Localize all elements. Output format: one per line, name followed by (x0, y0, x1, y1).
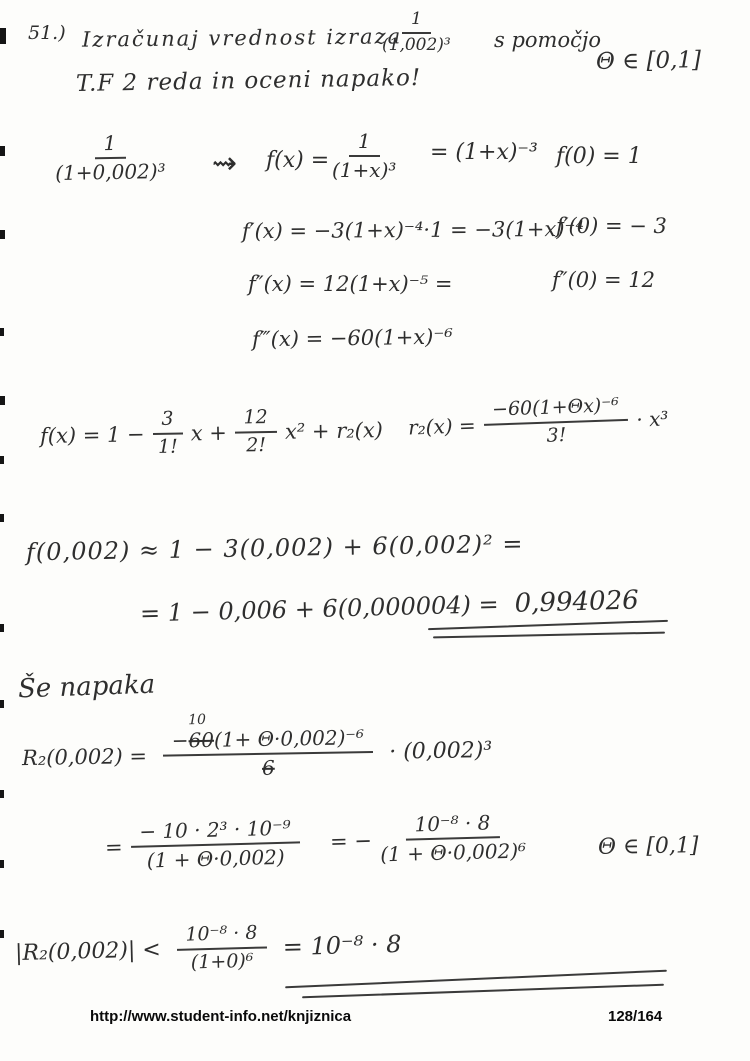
fx-fraction (332, 130, 396, 182)
fraction (483, 395, 630, 450)
statement-fraction (382, 10, 451, 55)
math-text: f′(0) = − 3 (556, 214, 667, 238)
evaluation-line1 (26, 530, 524, 567)
error-remainder-line (21, 711, 493, 784)
third-derivative (252, 325, 453, 352)
problem-statement-line2 (76, 65, 422, 97)
fraction (152, 409, 183, 459)
fraction-numerator: 1 (349, 130, 380, 157)
theta-note-text: Θ ∈ [0,1] (595, 47, 702, 75)
math-text: f′(x) = −3(1+x)⁻⁴·1 = −3(1+x)⁻⁴ (241, 216, 585, 244)
math-text: |R₂(0,002)| < (14, 937, 162, 967)
error-step2-line (104, 811, 526, 874)
fraction-numerator: − 10 · 2³ · 10⁻⁹ (130, 816, 300, 847)
bound-underline (302, 984, 664, 999)
fraction (163, 711, 374, 782)
footer-page-text: 128/164 (608, 1008, 663, 1025)
math-text: − (171, 728, 189, 753)
arrow-glyph: ⇝ (212, 146, 238, 181)
math-text: f(0) = 1 (556, 144, 642, 169)
theta-range-note (596, 47, 701, 75)
correction-value: 10 (188, 711, 207, 729)
heading-text: Še napaka (17, 669, 156, 705)
statement-text: T.F 2 reda in oceni napako! (75, 64, 422, 98)
fraction-numerator: 1 (94, 132, 125, 160)
taylor-polynomial (40, 405, 384, 461)
scan-edge-mark (0, 28, 6, 44)
scan-edge-mark (0, 860, 4, 868)
fraction-denominator: 6 (261, 755, 275, 780)
scan-edge-mark (0, 456, 4, 464)
math-text: R₂(0,002) = (21, 743, 148, 771)
fraction (130, 816, 301, 872)
f0-value (556, 144, 642, 169)
fraction (379, 811, 526, 867)
fraction-numerator: 1 (402, 10, 431, 34)
statement-text: s pomočjo (494, 28, 602, 52)
fraction-numerator: 10⁻⁸ · 8 (176, 922, 267, 950)
fraction-denominator: (1+0)⁶ (190, 949, 254, 974)
footer-url-text: http://www.student-info.net/knjiznica (90, 1008, 352, 1025)
second-derivative (248, 272, 452, 296)
error-bound-line (14, 919, 402, 979)
fraction (332, 130, 396, 182)
math-text: f(x) = (266, 148, 330, 173)
squiggle-arrow-icon (212, 146, 237, 181)
fraction-denominator: 1! (157, 435, 178, 458)
fraction-denominator: (1 + Θ·0,002)⁶ (379, 838, 527, 867)
math-text: = (104, 835, 123, 860)
theta-note-text: Θ ∈ [0,1] (597, 833, 699, 860)
fx-power-form (430, 140, 538, 165)
fraction (176, 922, 267, 974)
fraction-numerator: 12 (234, 407, 277, 434)
fraction-numerator (163, 711, 374, 757)
math-text: f″(x) = 12(1+x)⁻⁵ = (248, 272, 453, 296)
scan-edge-mark (0, 790, 4, 798)
math-text: · x³ (635, 406, 669, 432)
fraction-denominator: (1+0,002)³ (55, 159, 166, 185)
theta-range-note-2 (598, 833, 699, 860)
fraction (234, 407, 277, 457)
fraction-denominator: 3! (546, 423, 567, 447)
statement-text: Izračunaj vrednost izraza (81, 24, 403, 52)
bound-result: = 10⁻⁸ · 8 (282, 929, 402, 961)
corrected-term (188, 711, 215, 753)
lhs-fraction (55, 131, 166, 185)
error-heading (18, 670, 156, 705)
second-derivative-at0 (552, 268, 655, 292)
footer-page-number (608, 1008, 662, 1025)
scan-edge-mark (0, 624, 4, 632)
problem-statement-part1 (82, 24, 402, 51)
math-text: f″(0) = 12 (552, 268, 656, 292)
problem-number-label: 51.) (28, 22, 66, 44)
scan-edge-mark (0, 514, 4, 522)
fraction-denominator: (1+x)³ (332, 158, 397, 182)
math-text: r₂(x) = (407, 413, 477, 440)
footer-url (90, 1008, 351, 1025)
problem-statement-part2 (494, 28, 601, 52)
fraction-denominator: (1,002)³ (382, 34, 451, 55)
fraction (55, 131, 166, 185)
first-derivative (242, 217, 584, 243)
scan-edge-mark (0, 700, 4, 708)
fraction (382, 10, 451, 55)
scan-edge-mark (0, 230, 5, 239)
math-text: · (0,002)³ (389, 737, 493, 765)
math-text: f‴(x) = −60(1+x)⁻⁶ (251, 324, 454, 352)
problem-number (28, 22, 66, 44)
final-result: 0,994026 (514, 585, 640, 619)
evaluation-line2 (140, 585, 639, 628)
struck-value: 60 (188, 727, 215, 753)
fraction-numerator: 3 (152, 409, 183, 435)
math-text: = (1+x)⁻³ (430, 140, 538, 165)
math-text: = 1 − 0,006 + 6(0,000004) = (139, 590, 500, 628)
result-underline (428, 620, 668, 630)
math-text: (1+ Θ·0,002)⁻⁶ (213, 725, 365, 752)
fx-label (266, 148, 329, 173)
math-text: f(x) = 1 − (39, 422, 145, 448)
math-text: x + (190, 420, 228, 446)
scan-edge-mark (0, 146, 5, 156)
scan-edge-mark (0, 328, 4, 336)
result-underline (433, 632, 665, 639)
math-text: f(0,002) ≈ 1 − 3(0,002) + 6(0,002)² = (25, 529, 524, 567)
fraction-numerator: −60(1+Θx)⁻⁶ (483, 395, 629, 426)
math-text: = − (329, 828, 373, 854)
scan-edge-mark (0, 396, 5, 405)
math-text: x² + r₂(x) (284, 417, 384, 444)
first-derivative-at0 (556, 214, 667, 238)
fraction-denominator: 2! (246, 433, 267, 457)
scan-edge-mark (0, 930, 4, 938)
fraction-denominator: (1 + Θ·0,002) (146, 844, 285, 873)
remainder-formula (407, 393, 669, 452)
fraction-numerator: 10⁻⁸ · 8 (405, 811, 500, 840)
